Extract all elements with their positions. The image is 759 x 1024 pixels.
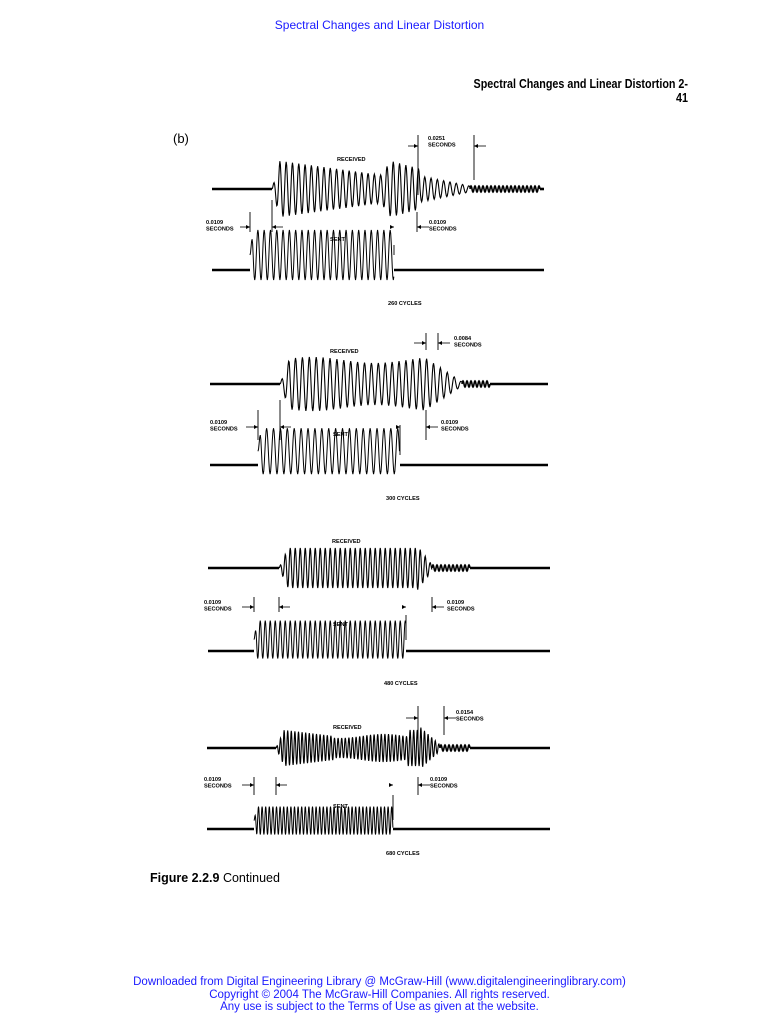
sent-label: SENT bbox=[333, 432, 348, 438]
cycles-label: 260 CYCLES bbox=[388, 301, 422, 307]
figure-number: Figure 2.2.9 bbox=[150, 871, 220, 885]
received-waveform bbox=[279, 548, 432, 590]
sent-trace bbox=[212, 230, 544, 280]
sent-trace bbox=[210, 428, 548, 474]
received-trace bbox=[210, 357, 548, 411]
footer bbox=[0, 976, 759, 1014]
oscillogram-panel bbox=[204, 539, 550, 687]
top-section-link[interactable]: Spectral Changes and Linear Distortion bbox=[274, 18, 485, 32]
sent-label: SENT bbox=[333, 622, 348, 628]
received-waveform bbox=[272, 161, 470, 216]
sent-trace bbox=[207, 807, 550, 835]
received-label: RECEIVED bbox=[337, 157, 366, 163]
cycles-label: 480 CYCLES bbox=[384, 681, 418, 687]
top-delay-label: 0.0251 SECONDS bbox=[428, 136, 456, 149]
oscillogram-panel bbox=[204, 706, 550, 857]
left-delay-label: 0.0109 SECONDS bbox=[204, 600, 232, 613]
sent-waveform bbox=[254, 621, 406, 659]
received-trace bbox=[212, 161, 544, 216]
sent-waveform bbox=[254, 807, 393, 835]
right-delay-label: 0.0109 SECONDS bbox=[441, 420, 469, 433]
left-delay-label: 0.0109 SECONDS bbox=[204, 777, 232, 790]
footer-terms: Any use is subject to the Terms of Use as given at the website. bbox=[220, 1001, 539, 1013]
received-label: RECEIVED bbox=[330, 349, 359, 355]
footer-copyright: Copyright © 2004 The McGraw-Hill Companies. All rights reserved. bbox=[209, 988, 550, 1001]
footer-download-link[interactable]: Downloaded from Digital Engineering Library @ McGraw-Hill (www.digitalengineeringlibrary.com) bbox=[133, 976, 626, 988]
received-ringing bbox=[470, 186, 540, 192]
top-delay-label: 0.0084 SECONDS bbox=[454, 336, 482, 349]
cycles-label: 300 CYCLES bbox=[386, 496, 420, 502]
received-ringing bbox=[462, 381, 490, 387]
running-head: Spectral Changes and Linear Distortion 2-41 bbox=[473, 77, 688, 105]
sent-trace bbox=[208, 621, 550, 659]
figure-caption bbox=[150, 871, 280, 885]
left-delay-label: 0.0109 SECONDS bbox=[206, 220, 234, 233]
oscillogram-panel bbox=[210, 333, 548, 502]
right-delay-label: 0.0109 SECONDS bbox=[447, 600, 475, 613]
right-delay-label: 0.0109 SECONDS bbox=[430, 777, 458, 790]
cycles-label: 680 CYCLES bbox=[386, 851, 420, 857]
received-waveform bbox=[280, 357, 462, 411]
received-label: RECEIVED bbox=[332, 539, 361, 545]
top-delay-label: 0.0154 SECONDS bbox=[456, 710, 484, 723]
sent-label: SENT bbox=[330, 237, 345, 243]
received-trace bbox=[208, 548, 550, 590]
right-delay-label: 0.0109 SECONDS bbox=[429, 220, 457, 233]
received-waveform bbox=[276, 728, 440, 767]
oscillogram-panel bbox=[206, 135, 544, 307]
panel-label: (b) bbox=[173, 131, 189, 146]
sent-waveform bbox=[250, 230, 394, 280]
received-ringing bbox=[440, 745, 470, 751]
received-ringing bbox=[432, 565, 470, 571]
received-trace bbox=[207, 728, 550, 767]
caption-text: Continued bbox=[219, 871, 280, 885]
received-label: RECEIVED bbox=[333, 725, 362, 731]
sent-waveform bbox=[258, 428, 399, 474]
sent-label: SENT bbox=[333, 804, 348, 810]
left-delay-label: 0.0109 SECONDS bbox=[210, 420, 238, 433]
